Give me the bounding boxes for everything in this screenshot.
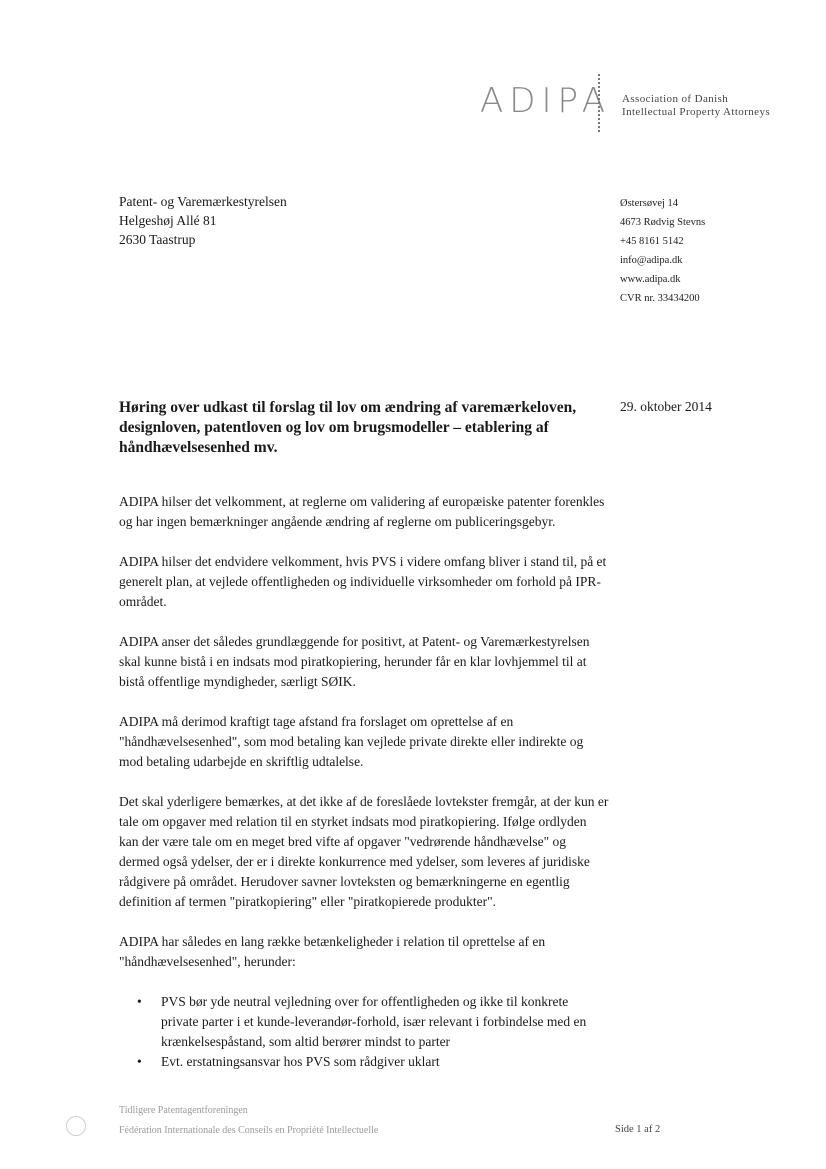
body-paragraph: ADIPA hilser det velkomment, at reglerne om validering af europæiske patenter forenkles og har ingen bemærkninger angående ændring af reglerne om publiceringsgebyr. (119, 494, 605, 529)
sender-website: www.adipa.dk (620, 274, 681, 285)
footer (119, 1101, 378, 1141)
list-item-text: PVS bør yde neutral vejledning over for offentligheden og ikke til konkrete private parter i et kunde-leverandør-forhold, især relevant i forbindelse med en krænkelsespåstand, som altid berører mindst to parter (161, 994, 587, 1049)
body-paragraph: ADIPA anser det således grundlæggende for positivt, at Patent- og Varemærkestyrelsen skal kunne bistå i en indsats mod piratkopiering, herunder får en klar lovhjemmel til at bistå offentlige myndigheder, særligt SØIK. (119, 634, 590, 689)
list-item-text: Evt. erstatningsansvar hos PVS som rådgiver uklart (161, 1054, 440, 1069)
bullet-icon: • (137, 1054, 142, 1069)
list-item (119, 992, 609, 1052)
letter-subject: Høring over udkast til forslag til lov om ændring af varemærkeloven, designloven, patentloven og lov om brugsmodeller – etablering af håndhævelsesenhed mv. (119, 399, 577, 456)
adipa-logo: ADIPA (480, 81, 612, 121)
body-paragraph: ADIPA må derimod kraftigt tage afstand fra forslaget om oprettelse af en "håndhævelsesenhed", som mod betaling kan vejlede private direkte eller indirekte og mod betaling udarbejde en skriftlig udtalelse. (119, 714, 584, 769)
association-name (622, 93, 770, 119)
recipient-line: 2630 Taastrup (119, 232, 196, 247)
recipient-line: Helgeshøj Allé 81 (119, 213, 217, 228)
body-paragraph: ADIPA hilser det endvidere velkomment, hvis PVS i videre omfang bliver i stand til, på et generelt plan, at vejlede offentligheden og individuelle virksomheder om forhold på IPR-området. (119, 554, 607, 609)
body-paragraph: Det skal yderligere bemærkes, at det ikke af de foreslåede lovtekster fremgår, at der kun er tale om opgaver med relation til en styrket indsats mod piratkopiering. Ifølge ordlyden kan der være tale om en meget bred vifte af opgaver "vedrørende håndhævelse" og dermed også ydelser, der er i direkte konkurrence med ydelser, som leveres af juridiske rådgivere på området. Herudover savner lovteksten og bemærkningerne en egentlig definition af termen "piratkopiering" eller "piratkopierede produkter". (119, 794, 609, 909)
association-line-2: Intellectual Property Attorneys (622, 106, 771, 118)
letter-date: 29. oktober 2014 (620, 399, 712, 414)
footer-former-name: Tidligere Patentagentforeningen (119, 1105, 248, 1116)
association-line-1: Association of Danish (622, 93, 729, 105)
letterhead-divider (598, 74, 600, 132)
recipient-line: Patent- og Varemærkestyrelsen (119, 194, 287, 209)
sender-phone: +45 8161 5142 (620, 236, 684, 247)
sender-street: Østersøvej 14 (620, 198, 679, 209)
sender-email: info@adipa.dk (620, 255, 683, 266)
sender-cvr: CVR nr. 33434200 (620, 293, 700, 304)
footer-federation: Fédération Internationale des Conseils en Propriété Intellectuelle (119, 1125, 379, 1136)
page-number: Side 1 af 2 (615, 1124, 661, 1135)
concerns-list (119, 992, 609, 1072)
footer-emblem-icon (66, 1116, 86, 1136)
bullet-icon: • (137, 994, 142, 1009)
body-paragraph: ADIPA har således en lang række betænkeligheder i relation til oprettelse af en "håndhævelsesenhed", herunder: (119, 934, 546, 969)
list-item (119, 1052, 609, 1072)
sender-city: 4673 Rødvig Stevns (620, 217, 706, 228)
sender-details (620, 194, 705, 308)
recipient-address (119, 192, 287, 249)
letter-body (119, 492, 609, 1072)
